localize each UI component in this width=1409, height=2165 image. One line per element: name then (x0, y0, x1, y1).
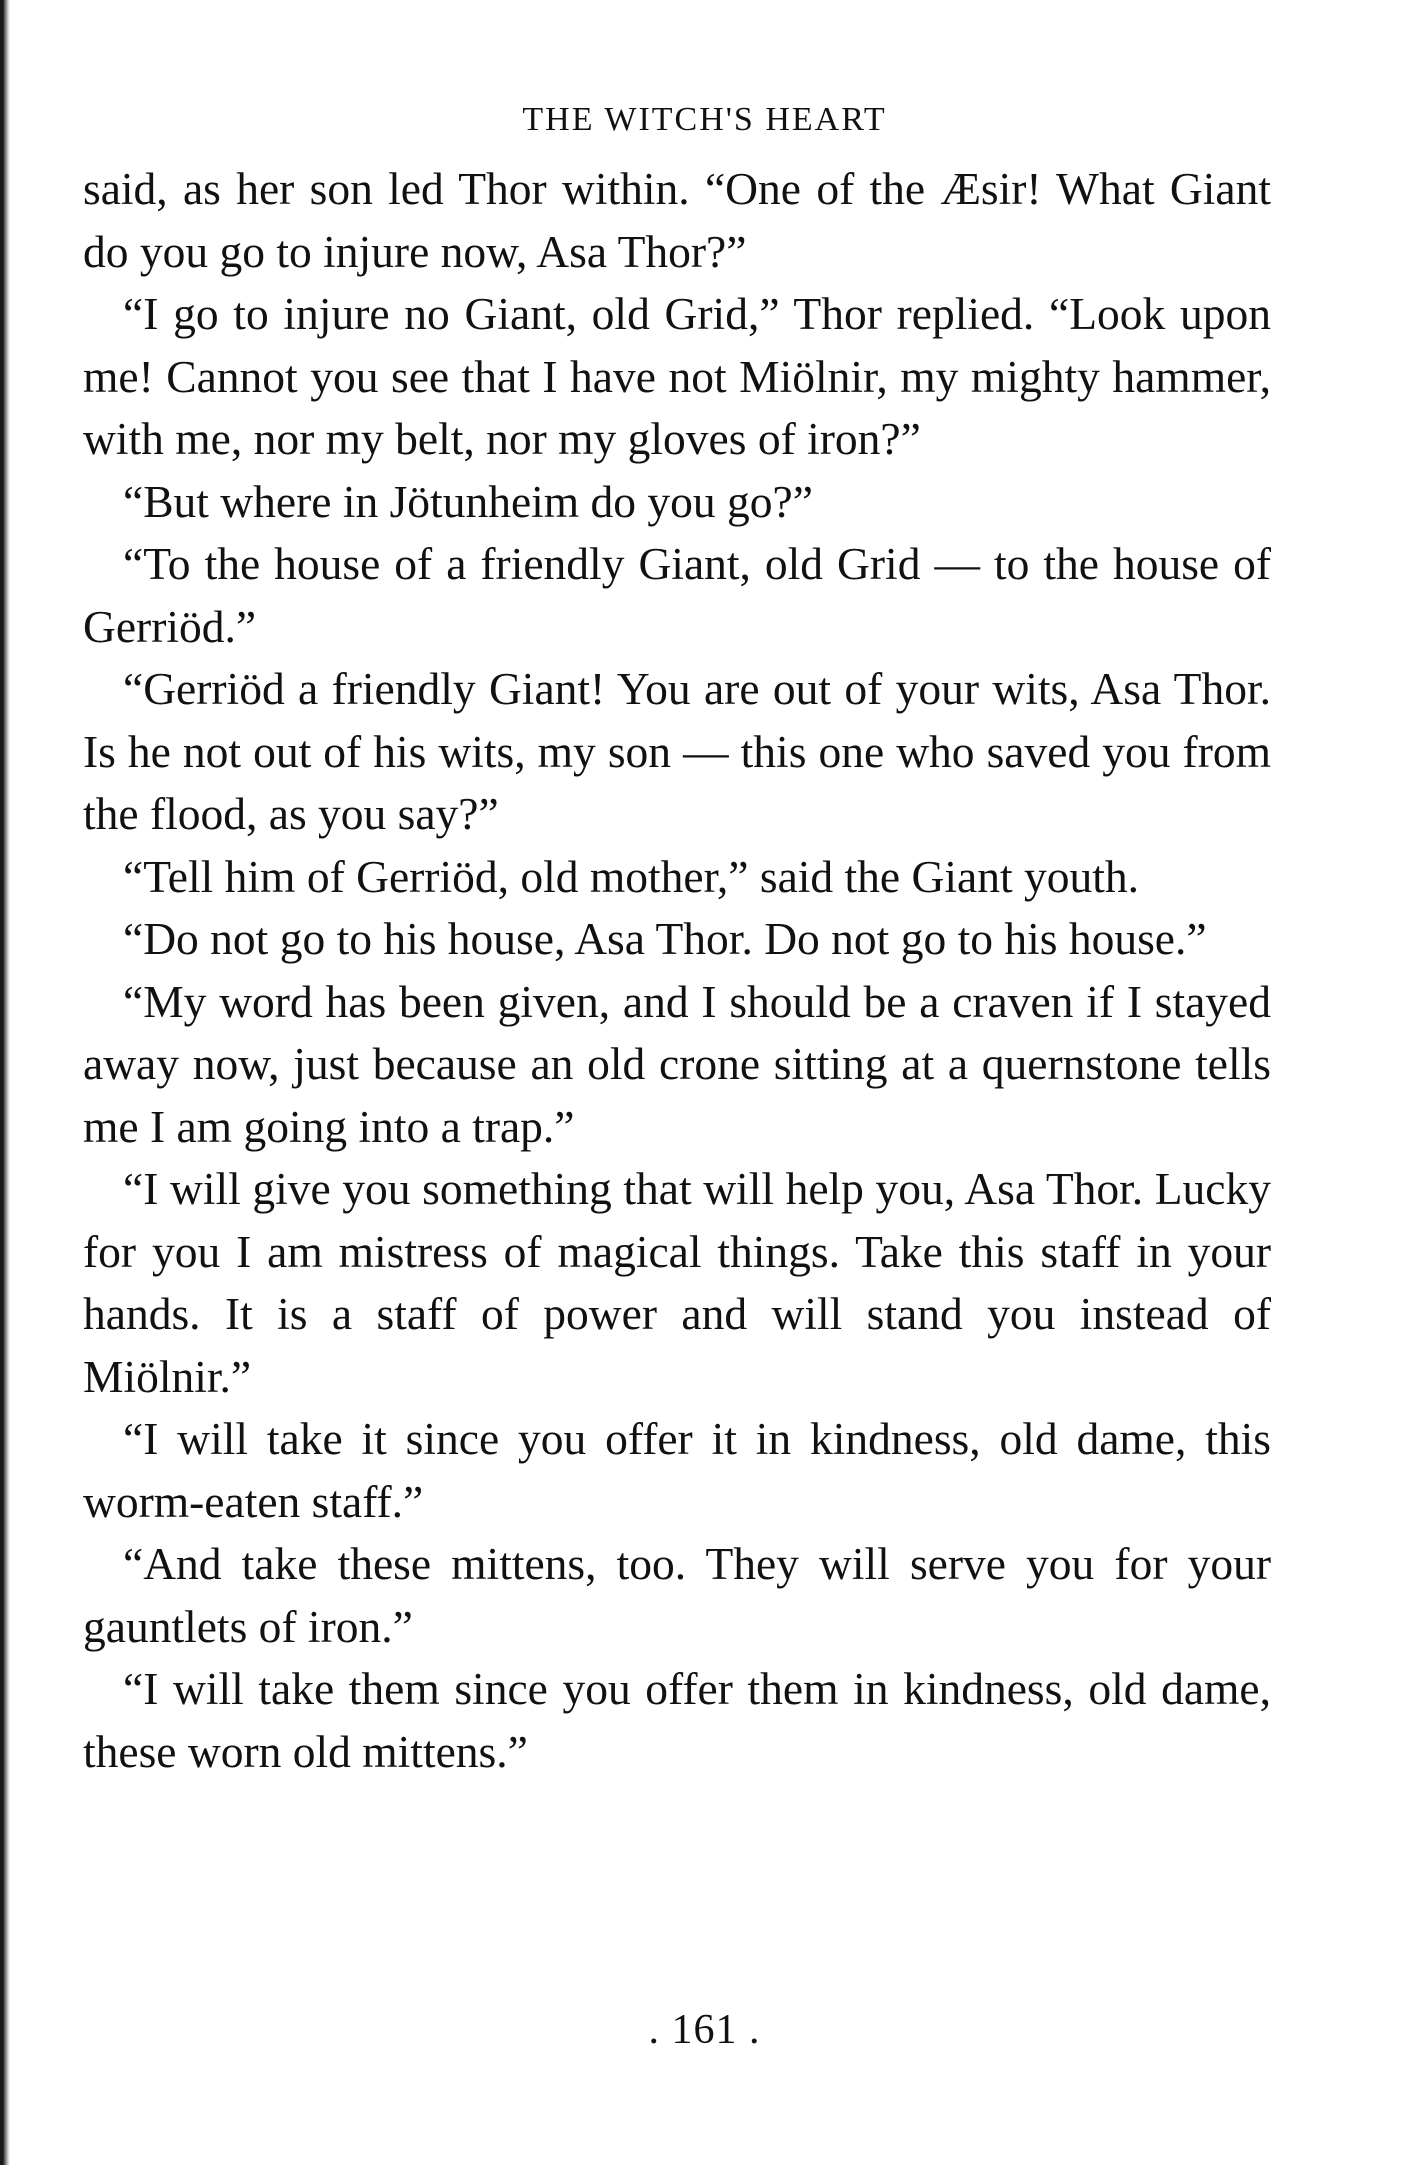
paragraph: “Tell him of Gerriöd, old mother,” said the Giant youth. (123, 850, 1139, 902)
paragraph: “And take these mittens, too. They will serve you for your gauntlets of iron.” (83, 1538, 1271, 1652)
paragraph: “My word has been given, and I should be a craven if I stayed away now, just because an old crone sitting at a quernstone tells me I am going into a trap.” (83, 975, 1271, 1152)
paragraph: “To the house of a friendly Giant, old Grid — to the house of Gerriöd.” (83, 538, 1271, 652)
paragraph: “Do not go to his house, Asa Thor. Do not go to his house.” (123, 913, 1207, 964)
paragraph: “I will take it since you offer it in kindness, old dame, this worm-eaten staff.” (83, 1413, 1271, 1527)
page-binding-edge (0, 0, 10, 2165)
paragraph: “Gerriöd a friendly Giant! You are out of your wits, Asa Thor. Is he not out of his wits, my son — this one who saved you from the flood, as you say?” (83, 663, 1271, 839)
body-text (83, 158, 1271, 1783)
paragraph: “I will take them since you offer them in kindness, old dame, these worn old mittens.” (83, 1663, 1271, 1777)
paragraph: “But where in Jötunheim do you go?” (123, 475, 813, 527)
paragraph: “I go to injure no Giant, old Grid,” Thor replied. “Look upon me! Cannot you see that I have not Miölnir, my mighty hammer, with me, nor my belt, nor my gloves of iron?” (83, 288, 1271, 464)
paragraph: “I will give you something that will help you, Asa Thor. Lucky for you I am mistress of magical things. Take this staff in your hands. It is a staff of power and will stand you instead of Miölnir.” (83, 1163, 1271, 1402)
running-head: THE WITCH'S HEART (522, 101, 887, 138)
paragraph: said, as her son led Thor within. “One of the Æsir! What Giant do you go to injure now, Asa Thor?” (83, 163, 1271, 277)
page-number: . 161 . (648, 2007, 761, 2053)
